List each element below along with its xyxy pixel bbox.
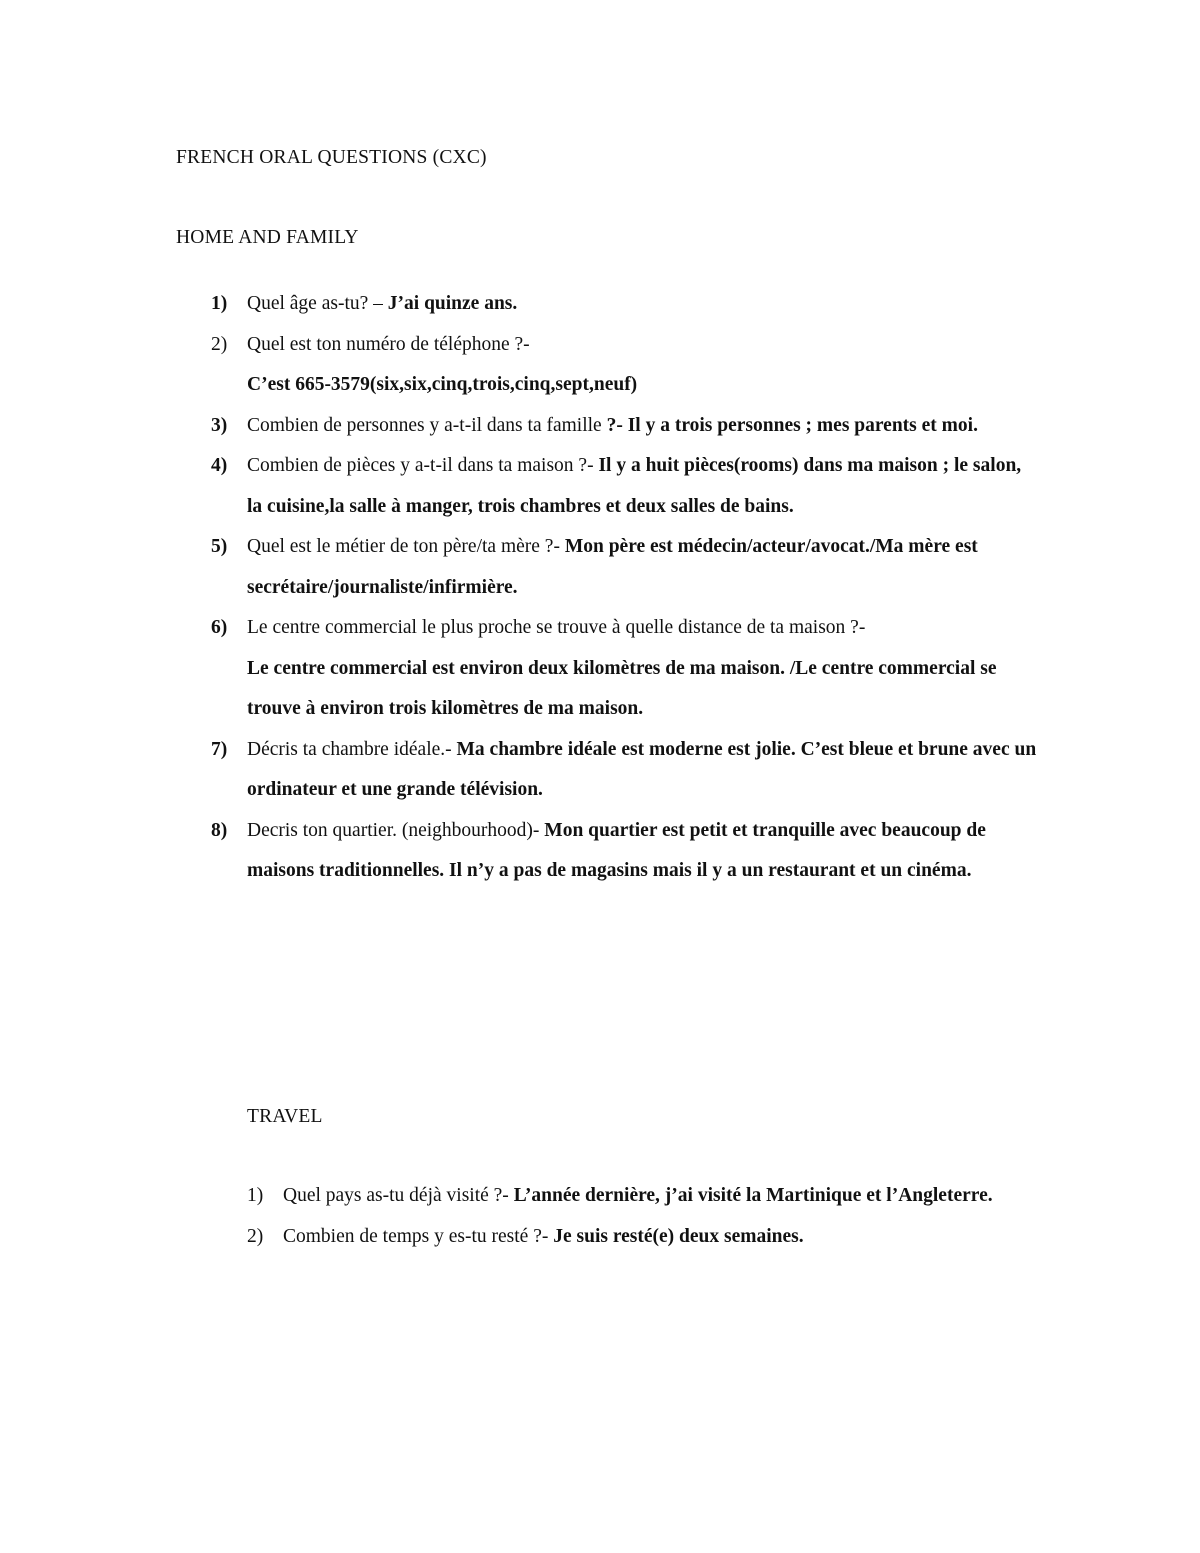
document-title: FRENCH ORAL QUESTIONS (CXC) bbox=[176, 147, 487, 168]
answer-text: Le centre commercial est environ deux kilomètres de ma maison. /Le centre commercial se trouve à environ trois kilomètres de ma maison. bbox=[247, 657, 997, 719]
list-item bbox=[211, 730, 1037, 811]
question-text: Combien de personnes y a-t-il dans ta famille bbox=[247, 414, 607, 436]
list-item bbox=[211, 446, 1037, 527]
question-text: Quel est le métier de ton père/ta mère ?- bbox=[247, 536, 565, 557]
item-number: 4) bbox=[211, 455, 228, 476]
question-text: Decris ton quartier. (neighbourhood)- bbox=[247, 819, 545, 841]
item-number: 1) bbox=[247, 1185, 264, 1206]
item-number: 5) bbox=[211, 536, 228, 557]
item-number: 2) bbox=[247, 1225, 264, 1247]
answer-text: C’est 665-3579(six,six,cinq,trois,cinq,sept,neuf) bbox=[247, 374, 638, 395]
question-text: Le centre commercial le plus proche se trouve à quelle distance de ta maison ?- bbox=[247, 617, 866, 638]
item-number: 6) bbox=[211, 617, 228, 638]
list-item bbox=[211, 284, 1037, 325]
section-heading-travel: TRAVEL bbox=[247, 1106, 323, 1127]
item-number: 7) bbox=[211, 738, 228, 760]
question-text: Combien de temps y es-tu resté ?- bbox=[283, 1225, 554, 1247]
question-text: Décris ta chambre idéale.- bbox=[247, 738, 457, 760]
answer-text: Il y a huit pièces(rooms) dans ma maison ; le salon, la cuisine,la salle à manger, trois chambres et deux salles de bains. bbox=[247, 455, 1022, 517]
home-family-question-list bbox=[211, 284, 1037, 892]
answer-text: J’ai quinze ans. bbox=[387, 293, 518, 314]
item-number: 1) bbox=[211, 293, 228, 314]
answer-text: ?- Il y a trois personnes ; mes parents et moi. bbox=[606, 414, 978, 436]
travel-question-list bbox=[247, 1176, 1023, 1257]
item-number: 3) bbox=[211, 414, 228, 436]
answer-text: Mon quartier est petit et tranquille avec beaucoup de maisons traditionnelles. Il n’y a pas de magasins mais il y a un restaurant et un cinéma. bbox=[247, 819, 986, 881]
list-item bbox=[211, 608, 1037, 730]
list-item bbox=[211, 325, 1037, 406]
list-item bbox=[211, 811, 1037, 892]
answer-text: Mon père est médecin/acteur/avocat./Ma mère est secrétaire/journaliste/infirmière. bbox=[247, 536, 978, 598]
question-text: Quel âge as-tu? – bbox=[247, 293, 388, 314]
question-text: Quel pays as-tu déjà visité ?- bbox=[283, 1185, 514, 1206]
item-number: 2) bbox=[211, 333, 228, 355]
list-item bbox=[211, 527, 1037, 608]
list-item bbox=[247, 1176, 1023, 1217]
section-heading-home-and-family: HOME AND FAMILY bbox=[176, 227, 359, 248]
list-item bbox=[211, 406, 1037, 447]
answer-text: L’année dernière, j’ai visité la Martinique et l’Angleterre. bbox=[513, 1185, 993, 1206]
question-text: Quel est ton numéro de téléphone ?- bbox=[247, 333, 530, 355]
question-text: Combien de pièces y a-t-il dans ta maison ?- bbox=[247, 455, 599, 476]
answer-text: Je suis resté(e) deux semaines. bbox=[553, 1225, 804, 1247]
list-item bbox=[247, 1217, 1023, 1258]
item-number: 8) bbox=[211, 819, 228, 841]
answer-text: Ma chambre idéale est moderne est jolie. C’est bleue et brune avec un ordinateur et une grande télévision. bbox=[247, 738, 1037, 800]
